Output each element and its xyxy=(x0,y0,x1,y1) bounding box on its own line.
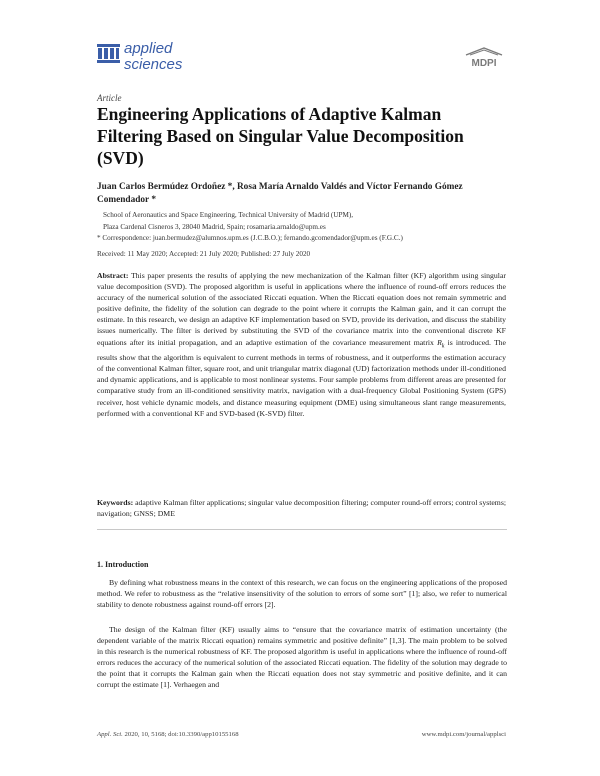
keywords xyxy=(97,497,506,519)
section-divider xyxy=(97,529,507,530)
correspondence-text: Correspondence: juan.bermudez@alumnos.upm.es (J.C.B.O.); fernando.gcomendador@upm.es (F.G.C.) xyxy=(102,234,403,242)
citation-text: 2020, 10, 5168; doi:10.3390/app10155168 xyxy=(124,731,239,738)
abstract-text: is introduced. The results show that the algorithm is equivalent to current methods in terms of robustness, and it outperforms the estimation accuracy of the conventional Kalman filter, square root, and unit triangular matrix diagonal (UD) factorization methods under ill-conditioned and dynamic applications, and is applicable to most nonlinear systems. Four sample problems from different areas are presented for comparative study from an ill-conditioned sensitivity matrix, navigation with a dual-frequency Global Positioning System (GPS) receiver, host vehicle dynamic models, and distance measuring equipment (DME) using simultaneous slant range measurements, performed with a conventional KF and SVD-based (K-SVD) filter. xyxy=(97,337,506,418)
journal-columns-icon xyxy=(97,44,120,63)
correspondence-mark: * xyxy=(97,234,101,242)
keywords-label: Keywords: xyxy=(97,498,134,507)
journal-name-line1: applied xyxy=(124,40,173,57)
journal-abbrev: Appl. Sci. xyxy=(97,731,123,738)
journal-url[interactable]: www.mdpi.com/journal/applsci xyxy=(421,731,506,738)
abstract-symbol-subscript: k xyxy=(441,343,445,350)
affiliation-line: School of Aeronautics and Space Engineering, Technical University of Madrid (UPM), xyxy=(103,211,354,219)
affiliation-line: Plaza Cardenal Cisneros 3, 28040 Madrid, Spain; rosamaria.arnaldo@upm.es xyxy=(103,222,326,231)
article-title: Engineering Applications of Adaptive Kalman Filtering Based on Singular Value Decomposition (SVD) xyxy=(97,104,464,168)
abstract-label: Abstract: xyxy=(97,271,129,280)
affiliations xyxy=(97,210,507,245)
abstract-text: This paper presents the results of applying the new mechanization of the Kalman filter (KF) algorithm using singular value decomposition (SVD). The proposed algorithm is useful in applications where the influence of round-off errors reduces the accuracy of the numerical solution of the associated Riccati equation. When the Riccati equation does not remain symmetric and positive definite, the fidelity of the solution can degrade to the point where it corrupts the Kalman gain, and it can corrupt the estimate. In this research, we design an adaptive KF implementation based on SVD, provide its derivation, and discuss the stability issues numerically. The filter is derived by substituting the SVD of the covariance matrix into the conventional discrete KF equations after its initial propagation, and an adaptive estimation of the covariance measurement matrix xyxy=(97,271,506,347)
body-paragraph: By defining what robustness means in the context of this research, we can focus on the engineering applications of the proposed method. We refer to robustness as the “relative insensitivity of the solution to errors of some sort” [1]; also, we refer to numerical stability to denote robustness against round-off errors [2]. xyxy=(97,578,507,609)
article-type: Article xyxy=(97,93,122,103)
citation-footer xyxy=(97,731,239,738)
publication-dates: Received: 11 May 2020; Accepted: 21 July 2020; Published: 27 July 2020 xyxy=(97,250,311,258)
publisher-name: MDPI xyxy=(471,58,497,69)
body-paragraph: The design of the Kalman filter (KF) usually aims to “ensure that the covariance matrix of estimation uncertainty (the dependent variable of the matrix Riccati equation) remains symmetric and positive definite” [1,3]. The main problem to be solved in this research is the numerical robustness of KF. The proposed algorithm is useful in applications where the influence of round-off errors reduces the accuracy of the numerical solution of the associated Riccati equation. The fidelity of the solution may degrade to the point that it corrupts the Kalman gain when the Riccati equation does not stay symmetric and positive definite, and it can corrupt the estimate [1]. Verhaegen and xyxy=(97,625,507,689)
section-heading: 1. Introduction xyxy=(97,560,149,569)
keywords-text: adaptive Kalman filter applications; singular value decomposition filtering; computer round-off errors; control systems; navigation; GNSS; DME xyxy=(97,498,507,518)
journal-name-line2: sciences xyxy=(124,56,183,73)
correspondence xyxy=(97,233,507,245)
author-list: Juan Carlos Bermúdez Ordoñez *, Rosa María Arnaldo Valdés and Víctor Fernando Gómez Comendador * xyxy=(97,182,463,205)
journal-name xyxy=(124,41,244,73)
abstract-symbol: R xyxy=(437,337,442,347)
abstract xyxy=(97,270,506,419)
mdpi-logo-icon xyxy=(462,46,506,70)
